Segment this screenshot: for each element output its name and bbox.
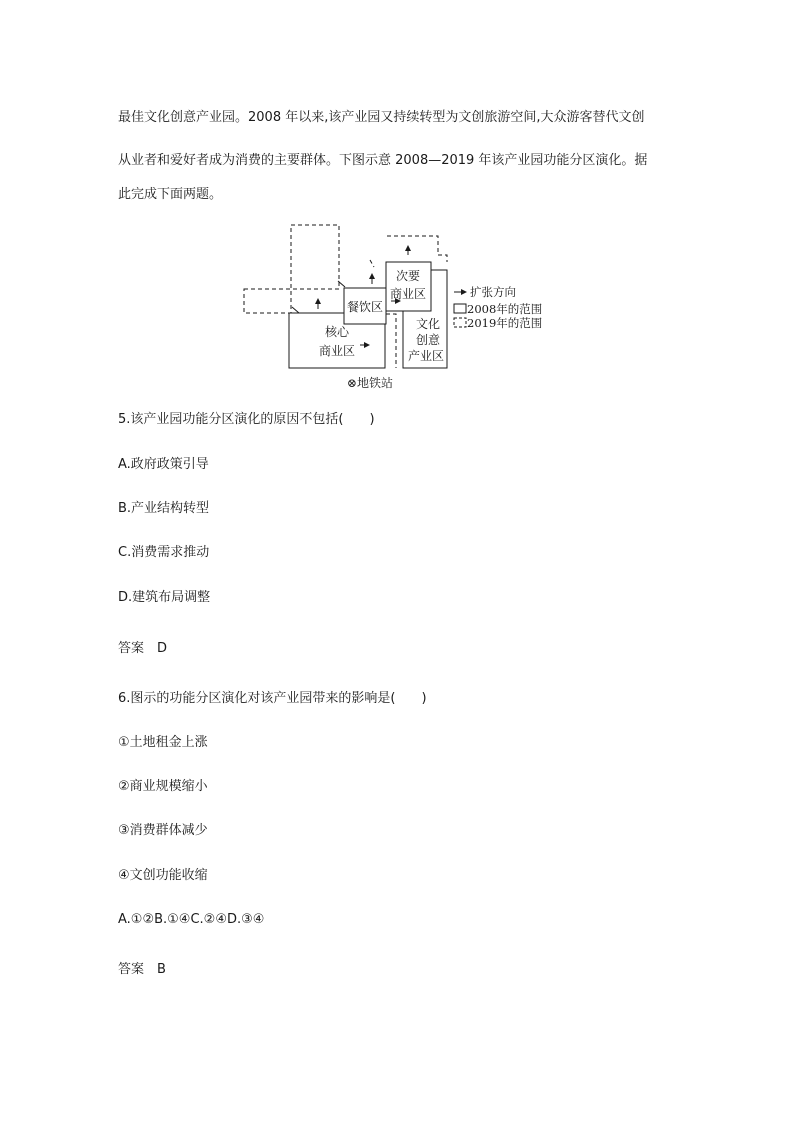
legend-2008-label: 2008年的范围: [467, 302, 543, 316]
q5-answer: 答案 D: [118, 641, 168, 656]
core-zone-label-2: 商业区: [318, 344, 356, 358]
legend-dashed-box-icon: [454, 318, 466, 327]
passage-line-2: 从业者和爱好者成为消费的主要群体。下图示意 2008—2019 年该产业园功能分区演化。据: [118, 153, 648, 168]
secondary-zone-label-2: 商业区: [389, 287, 427, 301]
q6-stem: 6.图示的功能分区演化对该产业园带来的影响是( ): [118, 691, 427, 706]
culture-zone-label-2: 创意: [415, 333, 441, 347]
core-zone-label-1: 核心: [324, 325, 350, 339]
q6-item-2: ②商业规模缩小: [118, 779, 208, 794]
legend-expand-label: 扩张方向: [470, 285, 516, 299]
q6-options: A.①②B.①④C.②④D.③④: [118, 912, 265, 927]
culture-zone-label-1: 文化: [415, 317, 441, 331]
culture-zone-label-3: 产业区: [407, 349, 445, 363]
q5-stem: 5.该产业园功能分区演化的原因不包括( ): [118, 412, 375, 427]
passage-line-3: 此完成下面两题。: [118, 187, 223, 202]
legend-2019-label: 2019年的范围: [467, 316, 543, 330]
legend: [454, 285, 542, 330]
secondary-zone-label-1: 次要: [395, 269, 421, 283]
q6-answer: 答案 B: [118, 962, 166, 977]
legend-solid-box-icon: [454, 304, 466, 313]
q5-option-c: C.消费需求推动: [118, 545, 210, 560]
dining-zone-label: 餐饮区: [346, 300, 384, 314]
passage-line-1: 最佳文化创意产业园。2008 年以来,该产业园又持续转型为文创旅游空间,大众游客替代文创: [118, 110, 645, 125]
q5-option-b: B.产业结构转型: [118, 501, 210, 516]
metro-station-label: ⊗地铁站: [346, 376, 394, 390]
q6-item-3: ③消费群体减少: [118, 823, 208, 838]
q5-option-d: D.建筑布局调整: [118, 590, 211, 605]
q6-item-1: ①土地租金上涨: [118, 735, 208, 750]
zone-evolution-diagram: [0, 0, 794, 400]
q5-option-a: A.政府政策引导: [118, 457, 209, 472]
q6-item-4: ④文创功能收缩: [118, 868, 208, 883]
